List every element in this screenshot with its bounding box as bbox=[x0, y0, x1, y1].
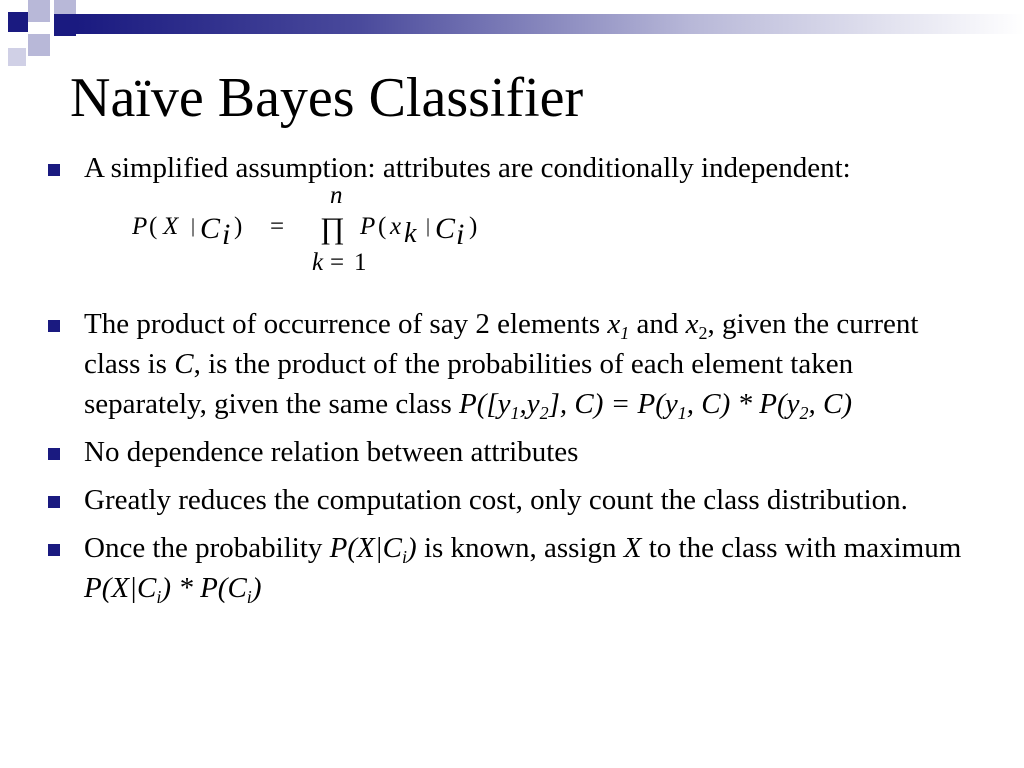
bullet-marker bbox=[48, 448, 60, 460]
formula-rhs-p: P bbox=[360, 213, 376, 240]
math-run: ], C) = P(y bbox=[548, 388, 678, 420]
formula-rhs-i: i bbox=[456, 218, 465, 251]
bullet-marker bbox=[48, 544, 60, 556]
bullet-text: A simplified assumption: attributes are conditionally independent: bbox=[84, 152, 851, 184]
slide-title: Naïve Bayes Classifier bbox=[70, 67, 584, 129]
bullet-marker bbox=[48, 164, 60, 176]
math-run: P([y bbox=[458, 388, 511, 420]
subscript-i: i bbox=[246, 587, 252, 607]
formula-lhs-open: ( bbox=[149, 213, 158, 240]
header-gradient-band bbox=[76, 14, 1024, 34]
formula-rhs-open: ( bbox=[378, 213, 387, 240]
math-x1: x bbox=[607, 308, 621, 340]
math-run: ) * P(C bbox=[161, 572, 247, 604]
subscript-i: i bbox=[402, 547, 408, 567]
header-square-light bbox=[54, 0, 76, 14]
math-x: X bbox=[623, 532, 642, 564]
bullet-item bbox=[48, 480, 978, 520]
bullet-marker bbox=[48, 320, 60, 332]
formula-rhs-k: k bbox=[404, 218, 417, 249]
text-run: to the class with maximum bbox=[641, 532, 962, 564]
bullet-item bbox=[48, 304, 978, 424]
formula-rhs-x: x bbox=[390, 213, 402, 240]
math-run: ) bbox=[251, 572, 262, 604]
formula-lhs-i: i bbox=[222, 218, 231, 251]
header-square-dark bbox=[8, 12, 28, 32]
text-run: , is the product of the probabilities of each element taken separately, given the same class bbox=[84, 348, 854, 420]
subscript-2: 2 bbox=[539, 403, 549, 423]
subscript-i: i bbox=[156, 587, 162, 607]
subscript-1: 1 bbox=[677, 403, 687, 423]
formula-rhs-close: ) bbox=[469, 213, 478, 240]
math-x2: x bbox=[685, 308, 699, 340]
math-run: , C) bbox=[808, 388, 852, 420]
subscript-2: 2 bbox=[799, 403, 809, 423]
header-square-dark bbox=[54, 14, 76, 36]
math-run: ,y bbox=[519, 388, 540, 420]
math-run: ) bbox=[407, 532, 417, 564]
bullet-text-product bbox=[84, 308, 919, 423]
subscript-1: 1 bbox=[620, 323, 630, 343]
subscript-1: 1 bbox=[510, 403, 520, 423]
formula-naive-bayes bbox=[132, 188, 632, 304]
text-run: Once the probability bbox=[84, 532, 330, 564]
header-square-light bbox=[28, 34, 50, 56]
text-run: The product of occurrence of say 2 elements bbox=[84, 308, 608, 340]
formula-upper-limit: n bbox=[330, 188, 343, 209]
bullet-item bbox=[48, 148, 978, 188]
bullet-list bbox=[48, 148, 978, 608]
formula-lhs-close: ) bbox=[234, 213, 243, 240]
formula-lhs-bar: | bbox=[191, 215, 196, 237]
formula-rhs-bar: | bbox=[426, 215, 431, 237]
text-run: , given the current class is bbox=[84, 308, 919, 380]
header-square-light bbox=[8, 48, 26, 66]
math-posterior bbox=[84, 572, 262, 607]
math-c: C bbox=[174, 348, 194, 380]
bullet-text-assign bbox=[84, 532, 962, 607]
text-run: is known, assign bbox=[416, 532, 624, 564]
header-square-light bbox=[28, 0, 50, 22]
formula-row bbox=[48, 188, 978, 304]
formula-rhs-c: C bbox=[435, 212, 456, 245]
formula-product-symbol: ∏ bbox=[320, 212, 345, 245]
math-likelihood bbox=[329, 532, 417, 567]
text-run: and bbox=[629, 308, 686, 340]
math-run: , C) * P(y bbox=[686, 388, 800, 420]
formula-lhs-p: P bbox=[132, 213, 148, 240]
bullet-item bbox=[48, 528, 978, 608]
formula-lower-1: 1 bbox=[354, 249, 367, 276]
math-run: P(X|C bbox=[329, 532, 403, 564]
bullet-item bbox=[48, 432, 978, 472]
formula-lower-k: k bbox=[312, 249, 324, 276]
formula-lhs-x: X bbox=[163, 213, 179, 240]
bullet-text: Greatly reduces the computation cost, only count the class distribution. bbox=[84, 484, 908, 516]
subscript-2: 2 bbox=[698, 323, 708, 343]
formula-equals: = bbox=[270, 213, 285, 240]
math-run: P(X|C bbox=[84, 572, 157, 604]
formula-lhs-c: C bbox=[200, 212, 221, 245]
formula-lower-eq: = bbox=[330, 249, 345, 276]
bullet-marker bbox=[48, 496, 60, 508]
bullet-text: No dependence relation between attributes bbox=[84, 436, 579, 468]
math-joint-probability bbox=[458, 388, 852, 423]
